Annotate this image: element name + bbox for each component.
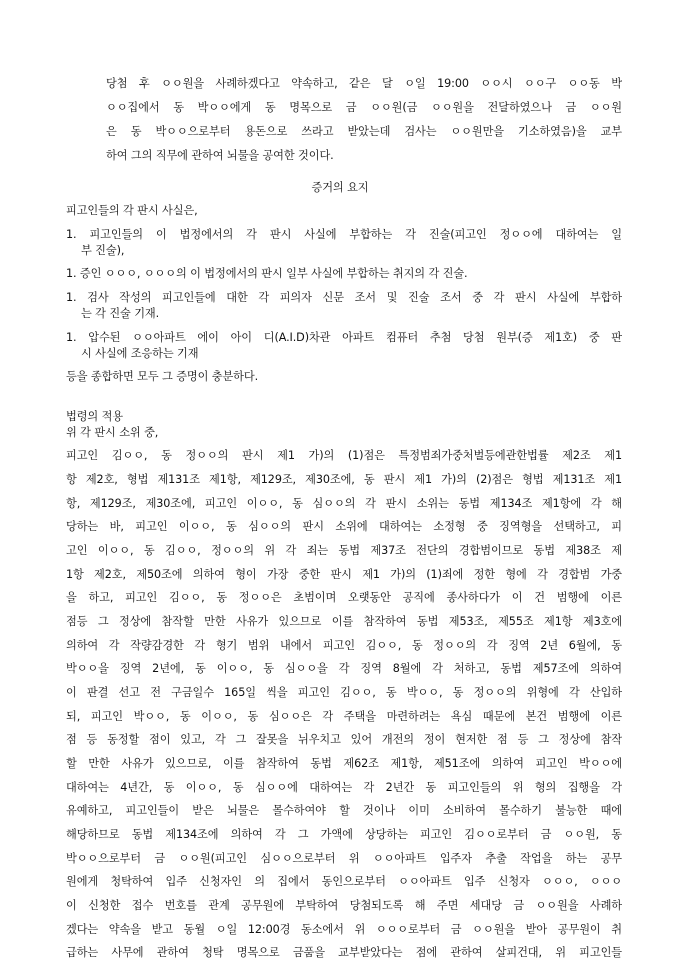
intro-line: 당첨 후 ㅇㅇ원을 사례하겠다고 약속하고, 같은 달 ㅇ일 19:00 ㅇㅇ시 ㅇㅇ구 ㅇㅇ동 박 [106,77,622,90]
law-line: 점 등 동정할 점이 있고, 각 그 잘못을 뉘우치고 있어 개전의 정이 현저한 점 등 그 정상에 참작 [66,733,622,746]
law-line: 고인 이ㅇㅇ, 동 김ㅇㅇ, 정ㅇㅇ의 위 각 죄는 동법 제37조 전단의 경합범이므로 동법 제38조 제 [66,544,622,557]
evidence-item-1-line2: 부 진술), [81,244,125,257]
evidence-lead: 피고인들의 각 판시 사실은, [66,204,198,217]
law-line: 할 만한 사유가 있으므로, 이를 참작하여 동법 제62조 제1항, 제51조에 의하여 피고인 박ㅇㅇ에 [66,757,622,770]
law-line: 원에게 청탁하여 입주 신청자인 의 집에서 동인으로부터 ㅇㅇ아파트 입주 신청자 ㅇㅇㅇ, ㅇㅇㅇ [66,875,622,888]
law-line: 당하는 바, 피고인 이ㅇㅇ, 동 심ㅇㅇ의 판시 소위에 대하여는 소정형 중 징역형을 선택하고, 피 [66,520,622,533]
law-line: 유예하고, 피고인들이 받은 뇌물은 몰수하여야 할 것이나 이미 소비하여 몰수하기 불능한 때에 [66,804,622,817]
law-line: 박ㅇㅇ으로부터 금 ㅇㅇ원(피고인 심ㅇㅇ으로부터 위 ㅇㅇ아파트 입주자 추출 작업을 하는 공무 [66,852,622,865]
evidence-item-4-line1: 1. 압수된 ㅇㅇ아파트 에이 아이 디(A.I.D)차관 아파트 컴퓨터 추첨 당첨 원부(증 제1호) 중 판 [66,331,622,344]
law-line: 점등 그 정상에 참작할 만한 사유가 있으므로 이를 참작하여 동법 제53조, 제55조 제1항 제3호에 [66,615,622,628]
law-line: 대하여는 4년간, 동 이ㅇㅇ, 동 심ㅇㅇ에 대하여는 각 2년간 동 피고인들의 위 형의 집행을 각 [66,781,622,794]
law-title: 법령의 적용 [66,410,123,423]
law-line: 항, 제129조, 제30조에, 피고인 이ㅇㅇ, 동 심ㅇㅇ의 각 판시 소위는 동법 제134조 제1항에 각 해 [66,497,622,510]
law-line: 겠다는 약속을 받고 동월 ㅇ일 12:00경 동소에서 위 ㅇㅇㅇ로부터 금 ㅇㅇ원을 받아 공무원이 취 [66,923,622,936]
law-line: 되, 피고인 박ㅇㅇ, 동 이ㅇㅇ, 동 심ㅇㅇ은 각 주택을 마련하려는 욕심 때문에 본건 범행에 이른 [66,710,622,723]
law-line: 이 판결 선고 전 구금일수 165일 씩을 피고인 김ㅇㅇ, 동 박ㅇㅇ, 동 정ㅇㅇ의 위형에 각 산입하 [66,686,622,699]
evidence-item-2: 1. 증인 ㅇㅇㅇ, ㅇㅇㅇ의 이 법정에서의 판시 일부 사실에 부합하는 취지의 각 진술. [66,267,468,280]
evidence-item-3-line2: 는 각 진술 기재. [81,307,160,320]
law-line: 을 하고, 피고인 김ㅇㅇ, 동 정ㅇㅇ은 초범이며 오랫동안 공직에 종사하다가 이 건 범행에 이른 [66,591,622,604]
evidence-item-3-line1: 1. 검사 작성의 피고인들에 대한 각 피의자 신문 조서 및 진술 조서 중 각 판시 사실에 부합하 [66,291,622,304]
law-line: 해당하므로 동법 제134조에 의하여 각 그 가액에 상당하는 피고인 김ㅇㅇ로부터 금 ㅇㅇ원, 동 [66,828,622,841]
evidence-conclusion: 등을 종합하면 모두 그 증명이 충분하다. [66,370,259,383]
law-line: 항 제2호, 형법 제131조 제1항, 제129조, 제30조에, 동 판시 제1 가)의 (2)점은 형법 제131조 제1 [66,473,622,486]
law-line: 의하여 각 작량감경한 각 형기 범위 내에서 피고인 김ㅇㅇ, 동 정ㅇㅇ의 각 징역 2년 6월에, 동 [66,639,622,652]
law-line: 박ㅇㅇ을 징역 2년에, 동 이ㅇㅇ, 동 심ㅇㅇ을 각 징역 8월에 각 처하고, 동법 제57조에 의하여 [66,662,622,675]
law-line: 이 신청한 접수 번호를 관계 공무원에 부탁하여 당첨되도록 해 주면 세대당 금 ㅇㅇ원을 사례하 [66,899,622,912]
intro-line: 하여 그의 직무에 관하여 뇌물을 공여한 것이다. [106,149,334,162]
evidence-title: 증거의 요지 [311,181,369,194]
law-line: 피고인 김ㅇㅇ, 동 정ㅇㅇ의 판시 제1 가)의 (1)점은 특정범죄가중처벌등에관한법률 제2조 제1 [66,449,622,462]
intro-line: ㅇㅇ집에서 동 박ㅇㅇ에게 동 명목으로 금 ㅇㅇ원(금 ㅇㅇ원을 전달하였으나 금 ㅇㅇ원 [106,101,622,114]
law-lead: 위 각 판시 소위 중, [66,426,159,439]
intro-line: 은 동 박ㅇㅇ으로부터 용돈으로 쓰라고 받았는데 검사는 ㅇㅇ원만을 기소하였음)을 교부 [106,125,622,138]
law-line: 급하는 사무에 관하여 청탁 명목으로 금품을 교부받았다는 점에 관하여 살피건대, 위 피고인들 [66,946,622,959]
law-line: 1항 제2호, 제50조에 의하여 형이 가장 중한 판시 제1 가)의 (1)죄에 정한 형에 각 경합범 가중 [66,568,622,581]
evidence-item-1-line1: 1. 피고인들의 이 법정에서의 각 판시 사실에 부합하는 각 진술(피고인 정ㅇㅇ에 대하여는 일 [66,228,622,241]
evidence-item-4-line2: 시 사실에 조응하는 기재 [81,347,199,360]
